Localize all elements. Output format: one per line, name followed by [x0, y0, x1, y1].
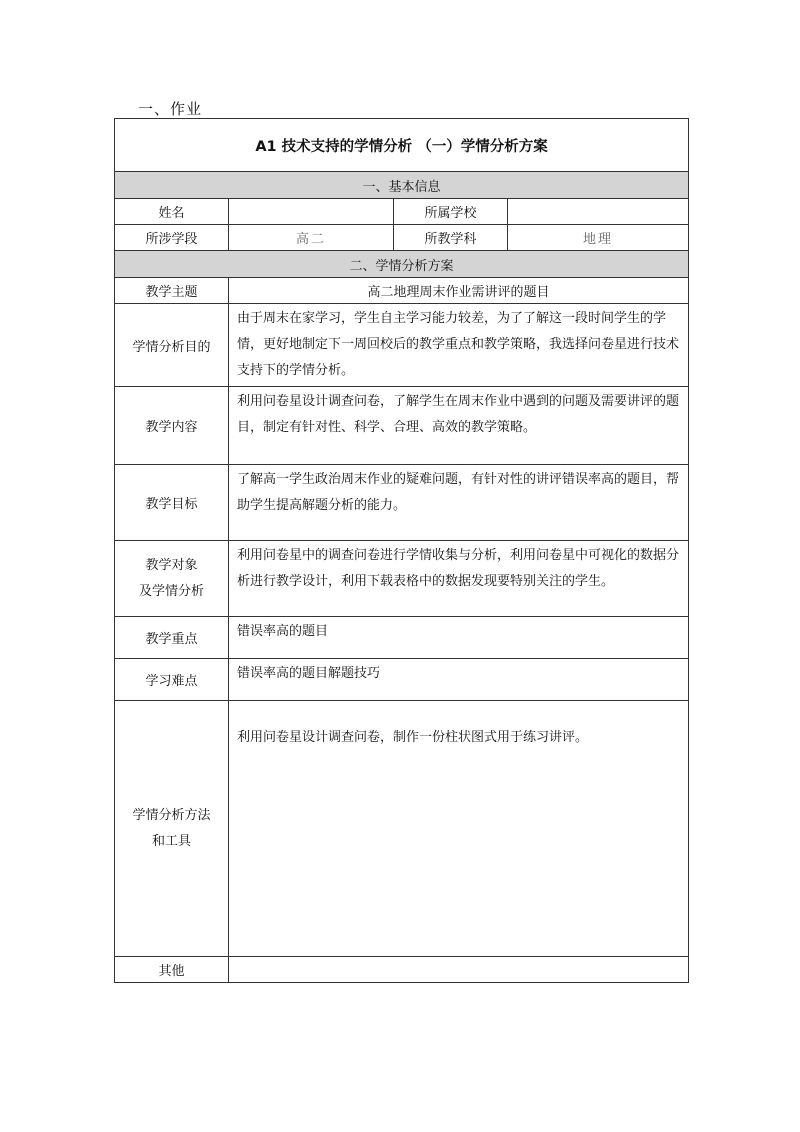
difficulties-value[interactable]: 错误率高的题目解题技巧 [229, 659, 689, 701]
analysis-form-table [114, 118, 689, 983]
row-name-school [115, 199, 689, 225]
page-heading: 一、作业 [138, 100, 203, 118]
row-difficulties [115, 659, 689, 701]
row-grade-subject [115, 225, 689, 251]
methods-label [115, 701, 229, 957]
purpose-label: 学情分析目的 [115, 304, 229, 387]
section-title-basic: 一、基本信息 [115, 172, 689, 199]
key-points-label: 教学重点 [115, 617, 229, 659]
audience-label [115, 541, 229, 617]
section-basic-info [115, 172, 689, 199]
key-points-value[interactable]: 错误率高的题目 [229, 617, 689, 659]
row-key-points [115, 617, 689, 659]
audience-label-line1: 教学对象 [145, 557, 198, 573]
other-value[interactable] [229, 957, 689, 983]
goal-value[interactable]: 了解高一学生政治周末作业的疑难问题，有针对性的讲评错误率高的题目，帮助学生提高解题分析的能力。 [229, 465, 689, 541]
subject-field[interactable]: 地理 [508, 225, 689, 251]
name-field[interactable] [229, 199, 394, 225]
audience-label-line2: 及学情分析 [138, 583, 204, 599]
content-value[interactable]: 利用问卷星设计调查问卷，了解学生在周末作业中遇到的问题及需要讲评的题目，制定有针对性、科学、合理、高效的教学策略。 [229, 387, 689, 465]
section-analysis-plan [115, 251, 689, 278]
grade-label: 所涉学段 [115, 225, 229, 251]
topic-value[interactable]: 高二地理周末作业需讲评的题目 [229, 278, 689, 304]
row-topic [115, 278, 689, 304]
row-methods [115, 701, 689, 957]
school-field[interactable] [508, 199, 689, 225]
audience-value[interactable]: 利用问卷星中的调查问卷进行学情收集与分析，利用问卷星中可视化的数据分析进行教学设计，利用下载表格中的数据发现要特别关注的学生。 [229, 541, 689, 617]
row-other [115, 957, 689, 983]
goal-label: 教学目标 [115, 465, 229, 541]
topic-label: 教学主题 [115, 278, 229, 304]
school-label: 所属学校 [394, 199, 508, 225]
other-label: 其他 [115, 957, 229, 983]
subject-label: 所教学科 [394, 225, 508, 251]
methods-value[interactable]: 利用问卷星设计调查问卷，制作一份柱状图式用于练习讲评。 [229, 701, 689, 957]
name-label: 姓名 [115, 199, 229, 225]
section-title-plan: 二、学情分析方案 [115, 251, 689, 278]
row-audience [115, 541, 689, 617]
row-goal [115, 465, 689, 541]
form-title: A1 技术支持的学情分析 （一）学情分析方案 [115, 119, 689, 172]
title-row [115, 119, 689, 172]
methods-label-line2: 和工具 [151, 833, 191, 849]
purpose-value[interactable]: 由于周末在家学习，学生自主学习能力较差，为了了解这一段时间学生的学情，更好地制定下一周回校后的教学重点和教学策略，我选择问卷星进行技术支持下的学情分析。 [229, 304, 689, 387]
grade-field[interactable]: 高二 [229, 225, 394, 251]
difficulties-label: 学习难点 [115, 659, 229, 701]
content-label: 教学内容 [115, 387, 229, 465]
row-purpose [115, 304, 689, 387]
methods-label-line1: 学情分析方法 [132, 807, 211, 823]
row-content [115, 387, 689, 465]
